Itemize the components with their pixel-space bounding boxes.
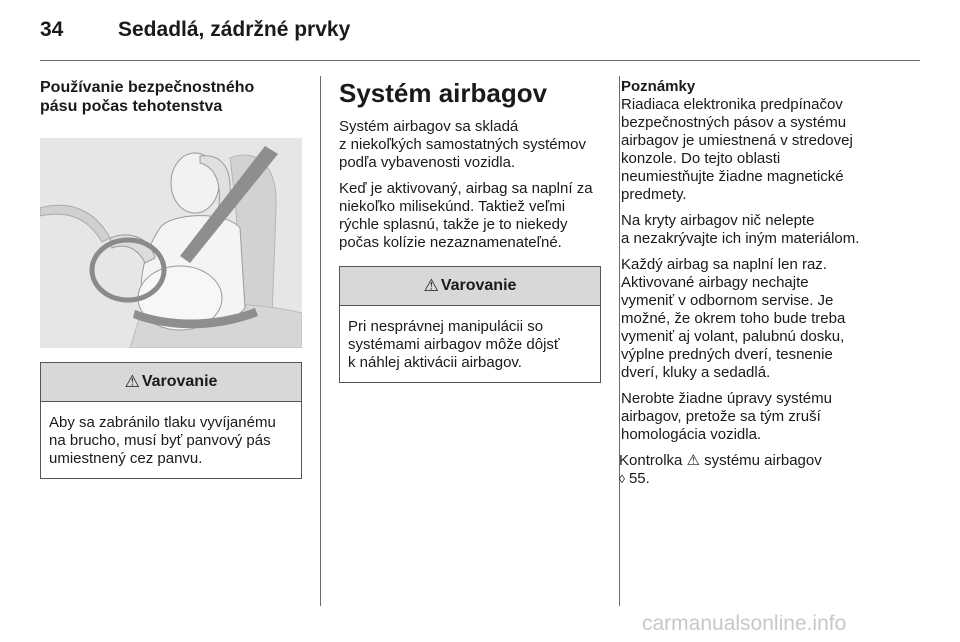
airbag-indicator-icon: ⚠ [686, 452, 700, 469]
watermark: carmanualsonline.info [642, 612, 847, 635]
airbag-indicator-reference: Kontrolka ⚠ systému airbagov ◊ 55. [619, 452, 822, 487]
pregnant-woman-seatbelt-illustration [40, 138, 302, 348]
header-divider [40, 60, 920, 61]
column-middle [339, 78, 601, 383]
warning-box-pregnancy [40, 362, 302, 479]
pregnancy-belt-heading: Používanie bezpečnostného pásu počas tehotenstva [40, 79, 255, 115]
warning-triangle-icon: ⚠ [124, 372, 140, 391]
note-paragraph-modifications: Nerobte žiadne úpravy systému airbagov, pretože sa tým zruší homologácia vozidla. [621, 390, 832, 443]
warning-text: Pri nesprávnej manipulácii so systémami airbagov môže dôjsť k náhlej aktivácii airbagov. [348, 318, 560, 371]
column-left [40, 78, 302, 479]
reference-page-link[interactable]: 55. [628, 470, 650, 487]
warning-header: ⚠ Varovanie [340, 267, 600, 306]
page-number: 34 [40, 18, 64, 41]
airbag-system-title: Systém airbagov [339, 78, 548, 108]
warning-text: Aby sa zabránilo tlaku vyvíjanému na brucho, musí byť panvový pás umiestnený cez panvu. [49, 414, 276, 467]
chapter-title: Sedadlá, zádržné prvky [118, 18, 351, 41]
warning-triangle-icon: ⚠ [423, 276, 439, 295]
note-paragraph-replace: Každý airbag sa naplní len raz. Aktivované airbagy nechajte vymeniť v odbornom servise. Je možné, že okrem toho bude treba vymeniť aj volant, palubnú dosku, výplne predných dverí, tesnenie dverí, kluky a sedadlá. [621, 256, 846, 381]
page-header [40, 18, 920, 52]
column-divider-2 [619, 76, 620, 606]
note-paragraph-covers: Na kryty airbagov nič nelepte a nezakrývajte ich iným materiálom. [621, 212, 860, 247]
airbag-deploy-paragraph: Keď je aktivovaný, airbag sa naplní za niekoľko milisekúnd. Taktiež veľmi rýchle splasnú, takže je to niekedy počas kolízie nezaznamenateľné. [339, 180, 593, 251]
warning-box-airbag [339, 266, 601, 383]
warning-header: ⚠ Varovanie [41, 363, 301, 402]
column-right [621, 78, 903, 496]
notes-heading: Poznámky [621, 78, 696, 95]
page-reference-icon: ◊ [619, 472, 625, 486]
airbag-intro-paragraph: Systém airbagov sa skladá z niekoľkých samostatných systémov podľa vybavenosti vozidla. [339, 118, 586, 171]
note-paragraph-electronics: Riadiaca elektronika predpínačov bezpečnostných pásov a systému airbagov je umiestnená v stredovej konzole. Do tejto oblasti neumiestňujte žiadne magnetické predmety. [621, 96, 853, 203]
column-divider-1 [320, 76, 321, 606]
